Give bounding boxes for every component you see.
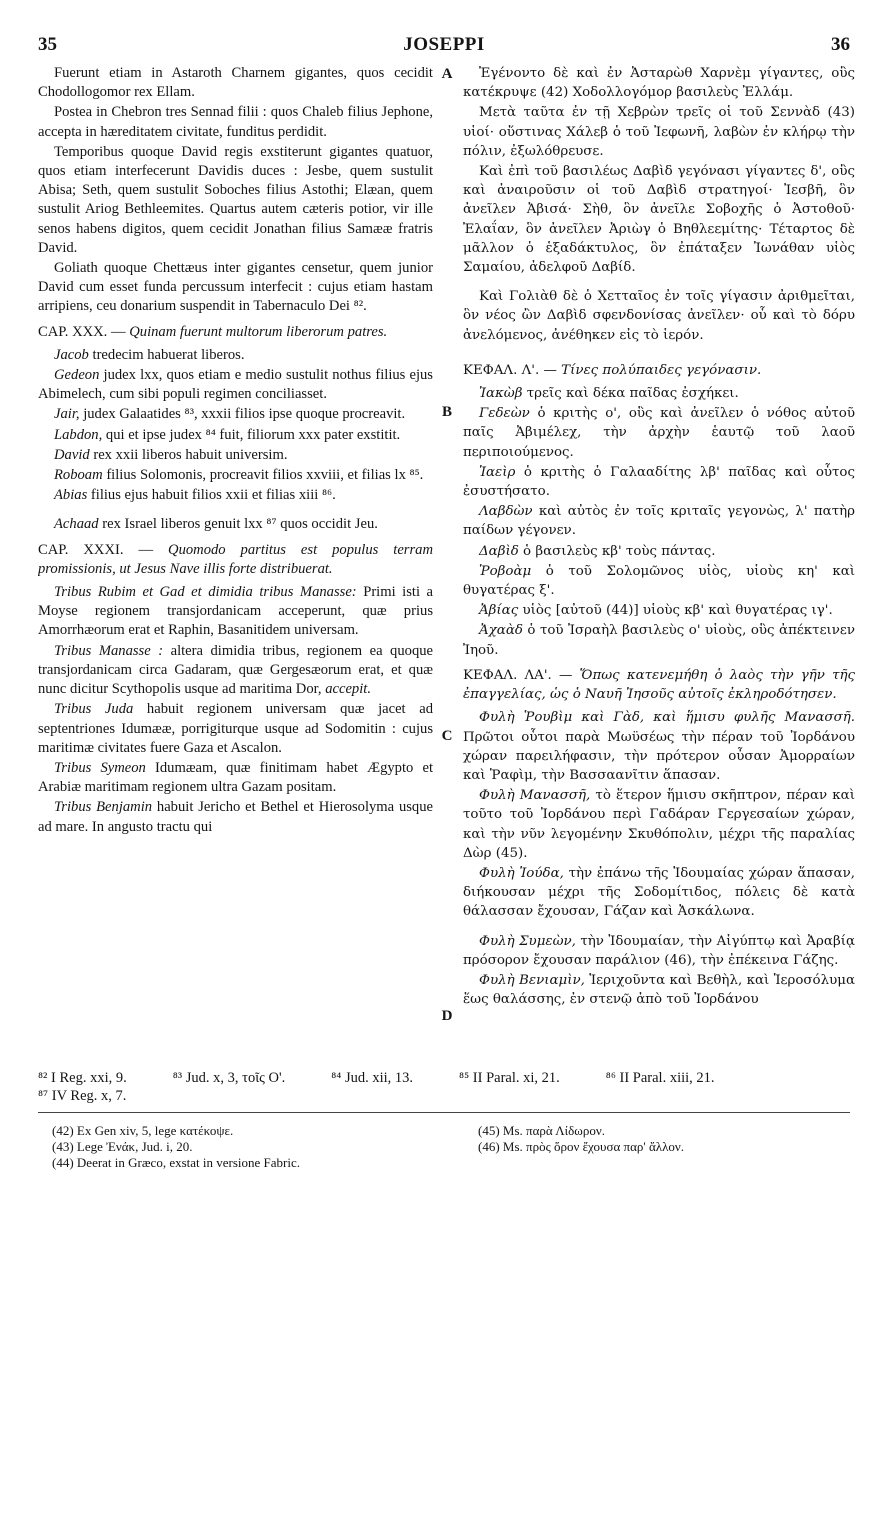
textual-note: (43) Lege Ἐνάκ, Jud. i, 20. — [52, 1139, 193, 1154]
reference-row — [38, 1087, 850, 1105]
greek-paragraph: Μετὰ ταῦτα ἐν τῇ Χεβρὼν τρεῖς οἱ τοῦ Σεννὰδ (43) υἱοί· οὕστινας Χάλεβ ὁ τοῦ Ἰεφωνῆ, λαβὼν ἐν κλήρῳ τὴν πόλιν, ἐξωλόθρευσε. — [463, 105, 855, 159]
page-header — [38, 34, 850, 58]
textual-note: (42) Ex Gen xiv, 5, lege κατέκοψε. — [52, 1123, 234, 1138]
latin-paragraph: Goliath quoque Chettæus inter gigantes censetur, quem junior David cum esset funda percussum interfecit : cujus etiam hastam arripiens, ceu donarium suspendit in Tabernaculo Dei ⁸². — [38, 260, 433, 315]
reference-row — [38, 1069, 850, 1087]
tribe-name: Φυλὴ Ῥουβὶμ καὶ Γὰδ, καὶ ἥμισυ φυλῆς Μανασσῆ. — [479, 710, 855, 726]
tribe-entry — [38, 700, 433, 758]
tribe-name: Φυλὴ Βενιαμὶν, — [479, 972, 585, 988]
list-item — [463, 404, 855, 462]
list-item — [38, 486, 433, 505]
greek-paragraph: Ἐγένοντο δὲ καὶ ἐν Ἀσταρὼθ Χαρνὲμ γίγαντες, οὓς κατέκρυψε (42) Χοδολλογόμορ βασιλεὺς Ἐλλάμ. — [463, 66, 855, 101]
entry-text: qui et ipse judex ⁸⁴ fuit, filiorum xxx pater exstitit. — [105, 426, 401, 443]
latin-paragraph: Temporibus quoque David regis exstiterunt gigantes quatuor, quos etiam interfecerunt Davidis duces : Jesbe, quem sustulit Abisa; Seth, quem sustulit Soboches filius Astothi; Elæan, quem sustulit Ariog Bethleemites. Quartus autem cæteris potior, vir ille senos habens digitos, quem cecidit Jonathan filius Samææ fratris David. — [38, 143, 433, 256]
chapter-title: Τίνες πολύπαιδες γεγόνασιν. — [561, 362, 762, 378]
tribe-name: Tribus Rubim et Gad et dimidia tribus Manasse: — [54, 584, 357, 601]
entry-text: Ἱεριχοῦντα καὶ Βεθὴλ, καὶ Ἱεροσόλυμα ἕως θαλάσσης, ἐν στενῷ ἀπὸ τοῦ Ἰορδάνου — [463, 972, 855, 1008]
entry-text: accepit. — [325, 681, 371, 698]
tribe-entry — [38, 759, 433, 797]
person-name: Jair, — [54, 406, 80, 423]
chapter-title: Ὅπως κατενεμήθη ὁ λαὸς τὴν γῆν τῆς ἐπαγγελίας, ὡς ὁ Ναυῆ Ἰησοῦς αὐτοῖς ἐκληροδότησεν. — [463, 667, 855, 703]
person-name: Ἀβίας — [479, 603, 519, 619]
spacer — [463, 278, 855, 287]
chapter-title: Quomodo partitus est populus terram promissionis, ut Jesus Nave illis forte distribuerat. — [38, 541, 433, 577]
list-item — [38, 405, 433, 424]
tribe-name: Tribus Symeon — [54, 759, 146, 776]
entry-text: ὁ βασιλεὺς κβ' τοὺς πάντας. — [523, 543, 716, 559]
tribe-name: Tribus Benjamin — [54, 799, 153, 816]
list-item — [38, 446, 433, 465]
entry-text: ὁ κριτὴς ὁ Γαλααδίτης λβ' παῖδας καὶ οὗτος ἐσυστήσατο. — [463, 464, 855, 500]
chapter-heading — [463, 361, 855, 380]
list-item — [38, 466, 433, 485]
person-name: Ἀχαὰδ — [479, 623, 523, 639]
textual-note: (45) Ms. παρὰ Λίδωρον. — [478, 1123, 605, 1138]
margin-markers — [436, 64, 458, 1064]
greek-column — [463, 64, 855, 1070]
reference-note: ⁸² I Reg. xxi, 9. — [38, 1070, 127, 1086]
person-name: Achaad — [54, 516, 99, 533]
entry-text: υἱὸς [αὐτοῦ (44)] υἱοὺς κβ' καὶ θυγατέρας ιγ'. — [522, 603, 833, 619]
margin-marker-c: C — [441, 728, 453, 744]
chapter-heading — [463, 666, 855, 704]
chapter-title: Quinam fuerunt multorum liberorum patres. — [129, 323, 388, 340]
tribe-name: Tribus Manasse : — [54, 642, 164, 659]
list-item — [463, 562, 855, 600]
entry-text: filius Solomonis, procreavit filios xxviii, et filias lx ⁸⁵. — [106, 467, 424, 484]
entry-text: ὁ τοῦ Ἰσραὴλ βασιλεὺς ο' υἱοὺς, οὓς ἀπέκτεινεν Ἰηοῦ. — [463, 623, 855, 658]
list-item — [38, 346, 433, 365]
chapter-label: CAP. XXXI. — — [38, 541, 154, 558]
person-name: Gedeon — [54, 367, 100, 384]
entry-text: filius ejus habuit filios xxii et filias xiii ⁸⁶. — [90, 487, 336, 504]
tribe-entry — [463, 786, 855, 863]
tribe-name: Φυλὴ Ἰούδα, — [479, 865, 564, 881]
person-name: Ἰαεὶρ — [479, 464, 516, 480]
tribe-entry — [463, 971, 855, 1009]
list-item — [463, 542, 855, 561]
person-name: Λαβδὼν — [479, 504, 533, 520]
running-title: JOSEPPI — [403, 34, 485, 55]
person-name: Ἰακὼβ — [479, 386, 523, 402]
entry-text: tredecim habuerat liberos. — [92, 346, 245, 363]
reference-note: ⁸⁷ IV Reg. x, 7. — [38, 1088, 127, 1104]
latin-column — [38, 64, 433, 1070]
entry-text: rex xxii liberos habuit universim. — [93, 446, 288, 463]
entry-text: τὸ ἕτερον ἥμισυ σκῆπτρον, πέραν καὶ τοῦτο τοῦ Ἰορδάνου περὶ Γαδάραν Γεργεσαίων χώραν, καὶ τὴν νῦν λεγομένην Σκυθόπολιν, μέχρι τῆς παραλίας Δὼρ (45). — [463, 788, 855, 861]
person-name: Roboam — [54, 467, 103, 484]
tribe-entry — [463, 708, 855, 785]
reference-note: ⁸⁶ II Paral. xiii, 21. — [605, 1070, 715, 1086]
chapter-heading — [38, 541, 433, 579]
chapter-label: ΚΕΦΑΛ. ΛΑ'. — — [463, 667, 573, 683]
tribe-name: Φυλὴ Μανασσῆ, — [479, 788, 591, 804]
footnote-divider — [38, 1112, 850, 1113]
list-item — [463, 601, 855, 620]
textual-notes-left — [52, 1123, 452, 1171]
latin-paragraph: Fuerunt etiam in Astaroth Charnem gigantes, quos cecidit Chodollogomor rex Ellam. — [38, 65, 433, 101]
list-item — [38, 515, 433, 534]
page-number-left: 35 — [38, 34, 57, 55]
entry-text: Primi isti a Moyse regionem transjordanicam acceperunt, quæ prius Amorrhæorum erat et Raphin, Basanitidem universam. — [38, 584, 433, 639]
person-name: Abias — [54, 487, 88, 504]
tribe-entry — [38, 642, 433, 700]
list-item — [463, 463, 855, 501]
tribe-entry — [463, 932, 855, 970]
entry-text: τὴν ἐπάνω τῆς Ἰδουμαίας χώραν ἅπασαν, διήκουσαν μέχρι τῆς Σοδομίτιδος, πόλεις δὲ κατὰ θάλασσαν ἔχουσαν, Γάζαν καὶ Ἀσκάλωνα. — [463, 865, 855, 920]
margin-marker-a: A — [441, 66, 453, 82]
list-item — [463, 621, 855, 659]
person-name: Γεδεὼν — [479, 406, 530, 422]
page-number-right: 36 — [831, 34, 850, 55]
textual-notes-right — [478, 1123, 858, 1155]
spacer — [38, 506, 433, 515]
list-item — [38, 366, 433, 404]
reference-note: ⁸³ Jud. x, 3, τοῖς Ο'. — [172, 1070, 286, 1086]
tribe-entry — [463, 864, 855, 922]
entry-text: τρεῖς καὶ δέκα παῖδας ἐσχήκει. — [526, 386, 739, 402]
entry-text: altera dimidia tribus, regionem ea quoque transjordanicam circa Gadaram, quæ Gergesæorum erat, et quæ nunc dicitur Scythopolis usque ad maritima Dor, — [38, 642, 433, 698]
entry-text: τὴν Ἰδουμαίαν, τὴν Αἰγύπτῳ καὶ Ἀραβίᾳ πρόσορον ἔχουσαν παράλιον (46), τὴν ἐπέκεινα Γάζης. — [463, 933, 855, 968]
person-name: David — [54, 446, 90, 463]
tribe-entry — [38, 798, 433, 836]
entry-text: habuit regionem universam quæ jacet ad septentriones Idumææ, porrigiturque usque ad Sodomitin : cujus maritimæ civitates fuere Gaza et Ascalon. — [38, 701, 433, 756]
textual-note: (44) Deerat in Græco, exstat in versione Fabric. — [52, 1155, 301, 1170]
tribe-name: Tribus Juda — [54, 701, 134, 718]
person-name: Labdon, — [54, 426, 103, 443]
entry-text: habuit Jericho et Bethel et Hierosolyma usque ad mare. In angusto tractu qui — [38, 799, 433, 835]
entry-text: judex Galaatides ⁸³, xxxii filios ipse quoque procreavit. — [83, 406, 406, 423]
entry-text: judex lxx, quos etiam e medio sustulit nothus filius ejus Abimelech, cum sibi populi regimen conciliasset. — [38, 367, 433, 403]
margin-marker-d: D — [441, 1008, 453, 1024]
list-item — [38, 426, 433, 445]
spacer — [463, 346, 855, 355]
person-name: Δαβὶδ — [479, 543, 519, 559]
person-name: Ῥοβοὰμ — [479, 563, 532, 579]
entry-text: Πρῶτοι οὗτοι παρὰ Μωϋσέως τὴν πέραν τοῦ Ἰορδάνου χώραν παρειλήφασιν, τὴν πρότερον οὖσαν Ἀμορραίων καὶ Ῥαφὶμ, τὴν Βασσαανῖτιν ἅπασαν. — [463, 729, 855, 783]
greek-paragraph: Καὶ ἐπὶ τοῦ βασιλέως Δαβὶδ γεγόνασι γίγαντες δ', οὓς καὶ ἀναιροῦσιν οἱ τοῦ Δαβὶδ στρατηγοί· Ἰεσβῆ, ὃν ἀνεῖλεν Ἀβισά· Σὴθ, ὃν ἀνεῖλε Σοβοχῆς ὁ Ἀστοθοῦ· Ἐλαΐαν, ὃν ἀνεῖλεν Ἀριὼγ ὁ Βηθλεεμίτης· Τέταρτος δὲ μᾶλλον ὁ ἑξαδάκτυλος, ὃν ἐπάταξεν Ἰωνάθαν υἱὸς Σαμαίου, ἀδελφοῦ Δαβίδ. — [463, 164, 855, 276]
textual-note: (46) Ms. πρὸς ὅρον ἔχουσα παρ' ἄλλον. — [478, 1139, 685, 1154]
chapter-label: CAP. XXX. — — [38, 323, 126, 340]
latin-paragraph: Postea in Chebron tres Sennad filii : quos Chaleb filius Jephone, accepta in hæreditatem civitate, funditus perdidit. — [38, 104, 433, 140]
reference-note: ⁸⁵ II Paral. xi, 21. — [459, 1070, 560, 1086]
entry-text: ὁ τοῦ Σολομῶνος υἱὸς, υἱοὺς κη' καὶ θυγατέρας ξ'. — [463, 563, 855, 599]
reference-note: ⁸⁴ Jud. xii, 13. — [331, 1070, 414, 1086]
entry-text: Idumæam, quæ finitimam habet Ægypto et Arabiæ maritimam regionem ultra Gazam positam. — [38, 759, 433, 796]
person-name: Jacob — [54, 346, 89, 363]
entry-text: ὁ κριτὴς ο', οὓς καὶ ἀνεῖλεν ὁ νόθος αὐτοῦ παῖς Ἀβιμέλεχ, τὴν ἀρχὴν ἑαυτῷ τοῦ λαοῦ περιποιούμενος. — [463, 406, 855, 460]
scripture-references — [38, 1069, 850, 1105]
chapter-label: ΚΕΦΑΛ. Λ'. — — [463, 362, 557, 378]
tribe-entry — [38, 583, 433, 641]
greek-paragraph: Καὶ Γολιὰθ δὲ ὁ Χετταῖος ἐν τοῖς γίγασιν ἀριθμεῖται, ὃν νέος ὢν Δαβὶδ σφενδονίσας ἀνεῖλεν· οὗ καὶ τὸ δόρυ ἀνελόμενος, ἀνέθηκεν εἰς τὸ ἱερόν. — [463, 289, 855, 343]
entry-text: rex Israel liberos genuit lxx ⁸⁷ quos occidit Jeu. — [102, 516, 378, 533]
list-item — [463, 384, 855, 403]
spacer — [463, 923, 855, 932]
tribe-name: Φυλὴ Συμεὼν, — [479, 933, 576, 949]
margin-marker-b: B — [441, 404, 452, 420]
entry-text: καὶ αὐτὸς ἐν τοῖς κριταῖς γεγονὼς, λ' πατὴρ παίδων γέγονεν. — [463, 504, 855, 539]
list-item — [463, 502, 855, 540]
chapter-heading — [38, 323, 433, 342]
